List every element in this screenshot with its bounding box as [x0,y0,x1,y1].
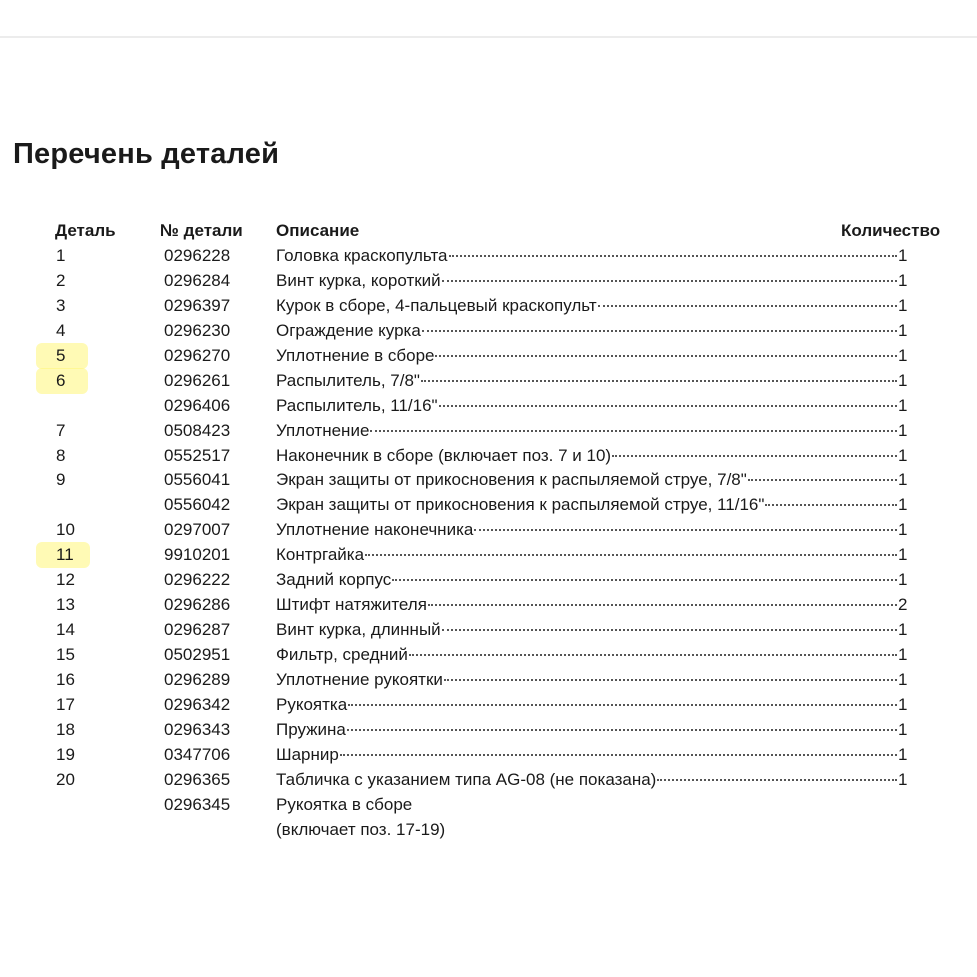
quantity-cell: 2 [898,595,908,615]
part-number-cell: 0296286 [164,595,231,615]
dot-leader [439,405,897,407]
description-text: Винт курка, длинный [276,620,441,640]
table-row [0,543,977,568]
description-cell [276,394,898,418]
description-text: Уплотнение рукоятки [276,669,443,689]
table-row [0,394,977,419]
dot-leader [657,779,897,781]
dot-leader [444,679,897,681]
part-number-cell: 0296289 [164,669,231,689]
table-row [0,319,977,344]
part-number-cell: 0296343 [164,719,231,739]
table-row [0,643,977,668]
description-text: Распылитель, 7/8" [276,370,420,390]
part-number-cell: 0347706 [164,744,231,764]
description-text: Головка краскопульта [276,246,448,265]
quantity-cell: 1 [898,345,908,365]
part-cell: 1 [56,246,66,265]
description-cell [276,543,898,567]
description-text: Рукоятка в сборе [276,794,413,814]
part-number-cell: 0296261 [164,370,231,390]
dot-leader [442,280,897,282]
quantity-cell: 1 [898,769,908,789]
description-cell [276,493,898,517]
description-cell [276,269,898,293]
dot-leader [435,355,897,357]
quantity-cell: 1 [898,420,908,440]
part-cell: 9 [56,470,66,490]
part-number-cell: 0296365 [164,769,231,789]
description-cell [276,593,898,617]
description-cell [276,668,898,692]
column-header-part: Деталь [55,221,116,240]
description-cell [276,369,898,393]
table-row [0,718,977,743]
part-cell: 10 [56,520,75,540]
part-number-cell: 0556041 [164,470,231,490]
description-cell [276,693,898,717]
dot-leader [612,455,897,457]
part-cell: 4 [56,320,66,340]
description-text: Распылитель, 11/16" [276,395,438,415]
table-row [0,618,977,643]
table-header [0,221,977,243]
description-text: Ограждение курка [276,320,421,340]
dot-leader [421,380,897,382]
part-number-cell: 0502951 [164,645,231,664]
description-text: Уплотнение в сборе [276,345,435,365]
description-text: Фильтр, средний [276,645,408,664]
description-text: Экран защиты от прикосновения к распыляемой струе, 7/8" [276,470,747,490]
table-row [0,244,977,269]
part-number-cell: 0296406 [164,395,231,415]
column-header-number: № детали [160,221,243,240]
part-cell: 20 [56,769,75,789]
table-row-assembly [0,793,977,818]
quantity-cell: 1 [898,246,908,265]
table-row [0,768,977,793]
description-text: Пружина [276,719,346,739]
table-row [0,294,977,319]
table-row [0,269,977,294]
part-number-cell: 0296397 [164,295,231,315]
quantity-cell: 1 [898,445,908,465]
part-number-cell: 0296342 [164,694,231,714]
table-row [0,444,977,469]
description-cell [276,818,898,842]
table-row [0,344,977,369]
part-cell: 5 [56,345,66,365]
dot-leader [409,654,897,656]
part-cell: 15 [56,645,75,664]
table-row [0,419,977,444]
dot-leader [370,430,897,432]
dot-leader [365,554,897,556]
dot-leader [392,579,897,581]
dot-leader [474,529,897,531]
part-cell: 17 [56,694,75,714]
table-row [0,693,977,718]
description-text: Уплотнение [276,420,370,440]
part-number-cell: 0296228 [164,246,231,265]
part-number-cell: 0296284 [164,270,231,290]
description-cell [276,419,898,443]
description-cell [276,468,898,492]
description-cell [276,294,898,318]
part-cell: 14 [56,620,75,640]
description-text: Табличка с указанием типа AG-08 (не показана) [276,769,657,789]
part-cell: 12 [56,570,75,590]
part-cell: 6 [56,370,66,390]
description-cell [276,518,898,542]
part-number-cell: 0556042 [164,495,231,515]
quantity-cell: 1 [898,295,908,315]
column-header-description: Описание [276,221,360,240]
table-row [0,468,977,493]
table-row [0,743,977,768]
part-number-cell: 0296270 [164,345,231,365]
table-row [0,518,977,543]
quantity-cell: 1 [898,470,908,490]
table-row-assembly-continued [0,818,977,843]
dot-leader [748,479,897,481]
description-cell [276,618,898,642]
part-number-cell: 0296222 [164,570,231,590]
description-text: Винт курка, короткий [276,270,441,290]
quantity-cell: 1 [898,620,908,640]
table-row [0,568,977,593]
dot-leader [449,255,898,257]
part-number-cell: 0297007 [164,520,231,540]
parts-table [0,244,977,843]
quantity-cell: 1 [898,520,908,540]
part-cell: 8 [56,445,66,465]
description-text: (включает поз. 17-19) [276,819,446,839]
description-cell [276,768,898,792]
quantity-cell: 1 [898,669,908,689]
quantity-cell: 1 [898,495,908,515]
page-title: Перечень деталей [13,138,280,170]
dot-leader [422,330,897,332]
column-header-quantity: Количество [841,221,941,240]
quantity-cell: 1 [898,744,908,764]
description-text: Уплотнение наконечника [276,520,474,540]
dot-leader [347,729,897,731]
description-text: Шарнир [276,744,339,764]
quantity-cell: 1 [898,719,908,739]
description-text: Штифт натяжителя [276,595,427,615]
description-cell [276,444,898,468]
description-text: Задний корпус [276,570,392,590]
dot-leader [442,629,897,631]
description-text: Рукоятка [276,694,348,714]
description-cell [276,568,898,592]
part-cell: 13 [56,595,75,615]
description-cell [276,319,898,343]
dot-leader [348,704,897,706]
part-cell: 2 [56,270,66,290]
part-number-cell: 0296287 [164,620,231,640]
table-row [0,593,977,618]
top-divider [0,36,977,38]
part-cell: 7 [56,420,66,440]
description-text: Контргайка [276,545,365,565]
quantity-cell: 1 [898,545,908,565]
part-cell: 16 [56,669,75,689]
part-number-cell: 0296345 [164,794,231,814]
part-cell: 19 [56,744,75,764]
quantity-cell: 1 [898,270,908,290]
description-text: Экран защиты от прикосновения к распыляемой струе, 11/16" [276,495,765,515]
description-cell [276,718,898,742]
part-cell: 11 [56,545,74,565]
part-cell: 3 [56,295,66,315]
description-cell [276,244,898,268]
quantity-cell: 1 [898,370,908,390]
quantity-cell: 1 [898,570,908,590]
quantity-cell: 1 [898,320,908,340]
description-cell [276,344,898,368]
part-number-cell: 0296230 [164,320,231,340]
table-row [0,369,977,394]
quantity-cell: 1 [898,645,908,664]
dot-leader [340,754,897,756]
quantity-cell: 1 [898,395,908,415]
part-number-cell: 0508423 [164,420,231,440]
quantity-cell: 1 [898,694,908,714]
dot-leader [765,504,897,506]
table-row [0,493,977,518]
description-cell [276,743,898,767]
dot-leader [428,604,897,606]
description-text: Курок в сборе, 4-пальцевый краскопульт [276,295,597,315]
description-cell [276,793,898,817]
description-cell [276,643,898,667]
part-number-cell: 0552517 [164,445,231,465]
part-number-cell: 9910201 [164,545,231,565]
dot-leader [598,305,897,307]
description-text: Наконечник в сборе (включает поз. 7 и 10) [276,445,612,465]
part-cell: 18 [56,719,75,739]
table-row [0,668,977,693]
